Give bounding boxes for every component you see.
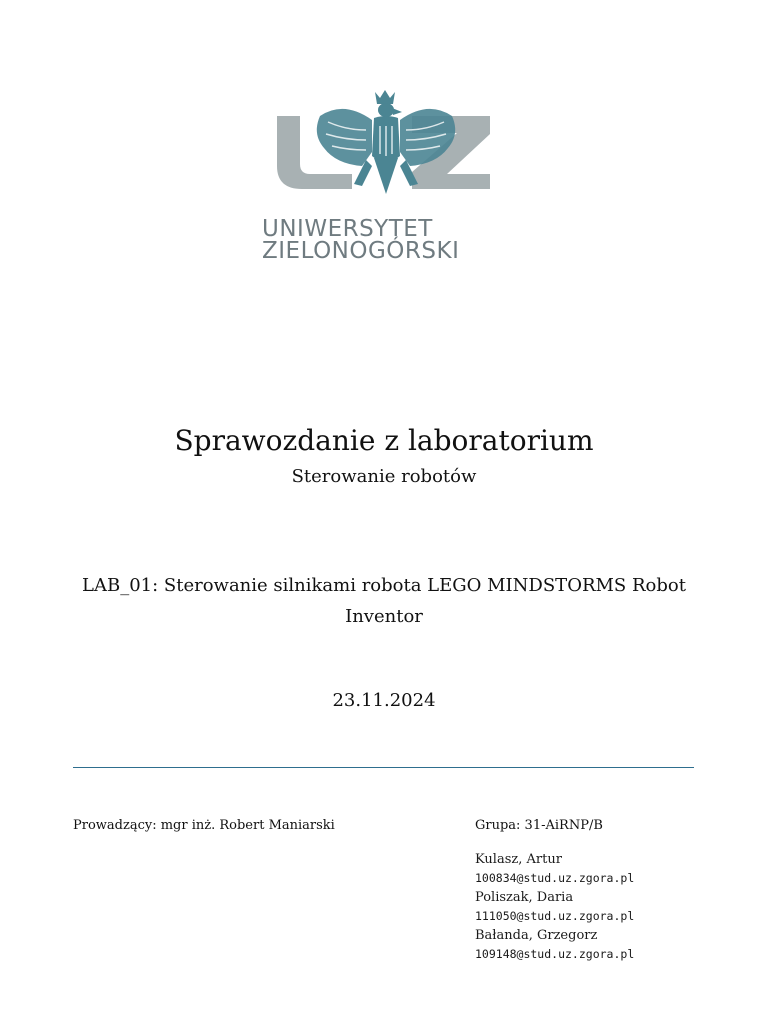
member-email: 109148@stud.uz.zgora.pl: [475, 947, 635, 961]
group-line: Grupa: 31-AiRNP/B: [475, 818, 603, 833]
member-name: Kulasz, Artur: [475, 852, 562, 867]
divider-rule: [73, 767, 694, 768]
report-title: Sprawozdanie z laboratorium: [174, 424, 594, 457]
member-name: Poliszak, Daria: [475, 890, 574, 905]
members-list: [475, 850, 634, 964]
instructor-line: Prowadzący: mgr inż. Robert Maniarski: [73, 818, 335, 833]
member-email: 111050@stud.uz.zgora.pl: [475, 909, 635, 923]
lab-title: LAB_01: Sterowanie silnikami robota LEGO MINDSTORMS Robot Inventor: [82, 575, 686, 627]
logo-text-line2: ZIELONOGÓRSKI: [262, 238, 460, 264]
member-email: 100834@stud.uz.zgora.pl: [475, 871, 635, 885]
report-date: 23.11.2024: [332, 690, 436, 711]
course-subtitle: Sterowanie robotów: [291, 466, 477, 487]
member-name: Bałanda, Grzegorz: [475, 928, 598, 943]
eagle-emblem-icon: [262, 86, 512, 216]
logo-text-line1: UNIWERSYTET: [262, 216, 433, 242]
